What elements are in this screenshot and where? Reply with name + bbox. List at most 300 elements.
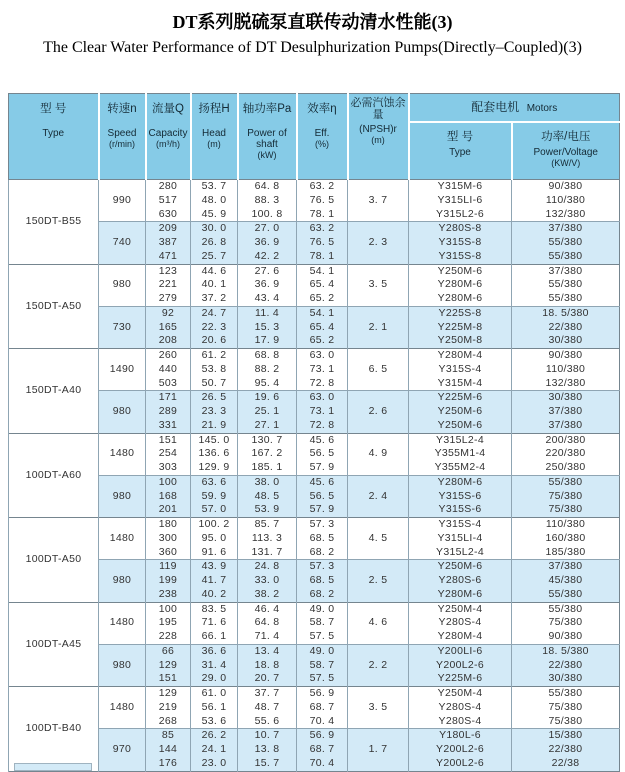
shaft-power-value-cell: 46. 4 xyxy=(238,602,297,616)
power-voltage-value-cell: 37/380 xyxy=(512,264,620,278)
motor-model-cell: Y200L2-6 xyxy=(409,743,512,757)
power-voltage-value-cell: 90/380 xyxy=(512,630,620,644)
speed-value-cell: 970 xyxy=(99,729,146,771)
shaft-power-value-cell: 38. 2 xyxy=(238,588,297,602)
efficiency-value-cell: 56. 9 xyxy=(297,687,348,701)
npsh-value-cell: 1. 7 xyxy=(348,729,409,771)
motor-model-cell: Y200L2-6 xyxy=(409,659,512,673)
motor-model-cell: Y315S-6 xyxy=(409,503,512,517)
speed-value-cell: 1480 xyxy=(99,602,146,644)
efficiency-value-cell: 63. 0 xyxy=(297,349,348,363)
head-value-cell: 26. 5 xyxy=(191,391,238,405)
capacity-value-cell: 300 xyxy=(146,532,191,546)
motor-model-cell: Y355M2-4 xyxy=(409,461,512,475)
shaft-power-value-cell: 53. 9 xyxy=(238,503,297,517)
column-header-npsh: 必需汽蚀余量 (NPSH)r (m) xyxy=(348,94,409,180)
shaft-power-value-cell: 27. 0 xyxy=(238,222,297,236)
shaft-power-value-cell: 11. 4 xyxy=(238,306,297,320)
pump-model-cell: 100DT-A50 xyxy=(9,518,99,603)
efficiency-value-cell: 45. 6 xyxy=(297,475,348,489)
table-row xyxy=(9,264,620,278)
speed-value-cell: 980 xyxy=(99,391,146,433)
shaft-power-value-cell: 113. 3 xyxy=(238,532,297,546)
npsh-value-cell: 3. 5 xyxy=(348,687,409,729)
power-voltage-value-cell: 55/380 xyxy=(512,588,620,602)
power-voltage-value-cell: 75/380 xyxy=(512,490,620,504)
page-title-chinese: DT系列脱硫泵直联传动清水性能(3) xyxy=(172,12,453,32)
head-value-cell: 56. 1 xyxy=(191,701,238,715)
column-header-motor-type: 型 号 Type xyxy=(409,122,512,180)
power-voltage-value-cell: 22/380 xyxy=(512,743,620,757)
capacity-value-cell: 100 xyxy=(146,602,191,616)
efficiency-value-cell: 63. 2 xyxy=(297,222,348,236)
capacity-value-cell: 201 xyxy=(146,503,191,517)
efficiency-value-cell: 72. 8 xyxy=(297,419,348,433)
motor-model-cell: Y315M-4 xyxy=(409,377,512,391)
motor-model-cell: Y315LI-6 xyxy=(409,194,512,208)
shaft-power-value-cell: 48. 5 xyxy=(238,490,297,504)
next-page-element-edge xyxy=(14,763,92,771)
npsh-value-cell: 2. 4 xyxy=(348,475,409,517)
pump-table-body xyxy=(9,180,620,772)
efficiency-value-cell: 57. 9 xyxy=(297,461,348,475)
capacity-value-cell: 171 xyxy=(146,391,191,405)
power-voltage-value-cell: 55/380 xyxy=(512,687,620,701)
efficiency-value-cell: 57. 5 xyxy=(297,672,348,686)
head-value-cell: 26. 2 xyxy=(191,729,238,743)
head-value-cell: 136. 6 xyxy=(191,447,238,461)
motor-model-cell: Y250M-6 xyxy=(409,560,512,574)
efficiency-value-cell: 57. 3 xyxy=(297,518,348,532)
power-voltage-value-cell: 110/380 xyxy=(512,194,620,208)
pump-model-cell: 150DT-B55 xyxy=(9,180,99,265)
shaft-power-value-cell: 17. 9 xyxy=(238,334,297,348)
capacity-value-cell: 279 xyxy=(146,292,191,306)
head-value-cell: 37. 2 xyxy=(191,292,238,306)
shaft-power-value-cell: 100. 8 xyxy=(238,208,297,222)
efficiency-value-cell: 58. 7 xyxy=(297,616,348,630)
efficiency-value-cell: 63. 2 xyxy=(297,180,348,194)
head-value-cell: 22. 3 xyxy=(191,321,238,335)
head-value-cell: 20. 6 xyxy=(191,334,238,348)
power-voltage-value-cell: 75/380 xyxy=(512,503,620,517)
head-value-cell: 44. 6 xyxy=(191,264,238,278)
capacity-value-cell: 151 xyxy=(146,433,191,447)
efficiency-value-cell: 57. 9 xyxy=(297,503,348,517)
head-value-cell: 53. 6 xyxy=(191,715,238,729)
motor-model-cell: Y225S-8 xyxy=(409,306,512,320)
motor-model-cell: Y280M-4 xyxy=(409,630,512,644)
capacity-value-cell: 289 xyxy=(146,405,191,419)
capacity-value-cell: 303 xyxy=(146,461,191,475)
efficiency-value-cell: 68. 7 xyxy=(297,701,348,715)
shaft-power-value-cell: 15. 7 xyxy=(238,757,297,771)
pump-model-cell: 150DT-A40 xyxy=(9,349,99,434)
power-voltage-value-cell: 37/380 xyxy=(512,419,620,433)
head-value-cell: 40. 2 xyxy=(191,588,238,602)
head-value-cell: 91. 6 xyxy=(191,546,238,560)
power-voltage-value-cell: 75/380 xyxy=(512,715,620,729)
motor-model-cell: Y180L-6 xyxy=(409,729,512,743)
speed-value-cell: 990 xyxy=(99,180,146,222)
efficiency-value-cell: 73. 1 xyxy=(297,363,348,377)
motor-model-cell: Y200LI-6 xyxy=(409,644,512,658)
shaft-power-value-cell: 36. 9 xyxy=(238,278,297,292)
npsh-value-cell: 6. 5 xyxy=(348,349,409,391)
head-value-cell: 41. 7 xyxy=(191,574,238,588)
capacity-value-cell: 221 xyxy=(146,278,191,292)
shaft-power-value-cell: 55. 6 xyxy=(238,715,297,729)
power-voltage-value-cell: 160/380 xyxy=(512,532,620,546)
shaft-power-value-cell: 185. 1 xyxy=(238,461,297,475)
power-voltage-value-cell: 45/380 xyxy=(512,574,620,588)
capacity-value-cell: 471 xyxy=(146,250,191,264)
capacity-value-cell: 144 xyxy=(146,743,191,757)
capacity-value-cell: 151 xyxy=(146,672,191,686)
table-row xyxy=(9,391,620,405)
capacity-value-cell: 260 xyxy=(146,349,191,363)
capacity-value-cell: 228 xyxy=(146,630,191,644)
efficiency-value-cell: 68. 5 xyxy=(297,574,348,588)
capacity-value-cell: 208 xyxy=(146,334,191,348)
power-voltage-value-cell: 55/380 xyxy=(512,602,620,616)
npsh-value-cell: 3. 5 xyxy=(348,264,409,306)
speed-value-cell: 980 xyxy=(99,644,146,686)
power-voltage-value-cell: 55/380 xyxy=(512,278,620,292)
speed-value-cell: 980 xyxy=(99,560,146,602)
head-value-cell: 61. 2 xyxy=(191,349,238,363)
capacity-value-cell: 503 xyxy=(146,377,191,391)
speed-value-cell: 980 xyxy=(99,475,146,517)
capacity-value-cell: 630 xyxy=(146,208,191,222)
capacity-value-cell: 440 xyxy=(146,363,191,377)
shaft-power-value-cell: 95. 4 xyxy=(238,377,297,391)
column-header-efficiency: 效率η Eff. (%) xyxy=(297,94,348,180)
capacity-value-cell: 100 xyxy=(146,475,191,489)
motor-model-cell: Y315S-8 xyxy=(409,250,512,264)
power-voltage-value-cell: 18. 5/380 xyxy=(512,306,620,320)
capacity-value-cell: 238 xyxy=(146,588,191,602)
efficiency-value-cell: 78. 1 xyxy=(297,208,348,222)
table-row xyxy=(9,644,620,658)
motor-model-cell: Y250M-6 xyxy=(409,405,512,419)
power-voltage-value-cell: 37/380 xyxy=(512,222,620,236)
shaft-power-value-cell: 85. 7 xyxy=(238,518,297,532)
motor-model-cell: Y280S-8 xyxy=(409,222,512,236)
capacity-value-cell: 168 xyxy=(146,490,191,504)
efficiency-value-cell: 68. 2 xyxy=(297,546,348,560)
head-value-cell: 26. 8 xyxy=(191,236,238,250)
efficiency-value-cell: 68. 2 xyxy=(297,588,348,602)
motor-model-cell: Y355M1-4 xyxy=(409,447,512,461)
capacity-value-cell: 331 xyxy=(146,419,191,433)
pump-model-cell: 100DT-A45 xyxy=(9,602,99,687)
head-value-cell: 59. 9 xyxy=(191,490,238,504)
power-voltage-value-cell: 15/380 xyxy=(512,729,620,743)
npsh-value-cell: 4. 9 xyxy=(348,433,409,475)
efficiency-value-cell: 70. 4 xyxy=(297,715,348,729)
head-value-cell: 57. 0 xyxy=(191,503,238,517)
head-value-cell: 45. 9 xyxy=(191,208,238,222)
shaft-power-value-cell: 18. 8 xyxy=(238,659,297,673)
shaft-power-value-cell: 48. 7 xyxy=(238,701,297,715)
head-value-cell: 95. 0 xyxy=(191,532,238,546)
power-voltage-value-cell: 37/380 xyxy=(512,405,620,419)
capacity-value-cell: 517 xyxy=(146,194,191,208)
shaft-power-value-cell: 68. 8 xyxy=(238,349,297,363)
head-value-cell: 71. 6 xyxy=(191,616,238,630)
power-voltage-value-cell: 90/380 xyxy=(512,180,620,194)
table-row xyxy=(9,560,620,574)
pump-model-cell: 100DT-A60 xyxy=(9,433,99,518)
shaft-power-value-cell: 13. 8 xyxy=(238,743,297,757)
head-value-cell: 25. 7 xyxy=(191,250,238,264)
head-value-cell: 53. 8 xyxy=(191,363,238,377)
speed-value-cell: 1480 xyxy=(99,687,146,729)
shaft-power-value-cell: 20. 7 xyxy=(238,672,297,686)
power-voltage-value-cell: 37/380 xyxy=(512,560,620,574)
head-value-cell: 61. 0 xyxy=(191,687,238,701)
motor-model-cell: Y315S-8 xyxy=(409,236,512,250)
efficiency-value-cell: 45. 6 xyxy=(297,433,348,447)
power-voltage-value-cell: 30/380 xyxy=(512,334,620,348)
motor-model-cell: Y315LI-4 xyxy=(409,532,512,546)
motor-model-cell: Y225M-6 xyxy=(409,391,512,405)
capacity-value-cell: 119 xyxy=(146,560,191,574)
shaft-power-value-cell: 27. 6 xyxy=(238,264,297,278)
capacity-value-cell: 268 xyxy=(146,715,191,729)
shaft-power-value-cell: 38. 0 xyxy=(238,475,297,489)
npsh-value-cell: 2. 6 xyxy=(348,391,409,433)
shaft-power-value-cell: 13. 4 xyxy=(238,644,297,658)
head-value-cell: 29. 0 xyxy=(191,672,238,686)
motor-model-cell: Y200L2-6 xyxy=(409,757,512,771)
capacity-value-cell: 199 xyxy=(146,574,191,588)
table-row xyxy=(9,180,620,194)
shaft-power-value-cell: 43. 4 xyxy=(238,292,297,306)
motor-model-cell: Y280S-6 xyxy=(409,574,512,588)
power-voltage-value-cell: 22/38 xyxy=(512,757,620,771)
table-row xyxy=(9,518,620,532)
power-voltage-value-cell: 75/380 xyxy=(512,701,620,715)
efficiency-value-cell: 73. 1 xyxy=(297,405,348,419)
efficiency-value-cell: 58. 7 xyxy=(297,659,348,673)
capacity-value-cell: 129 xyxy=(146,687,191,701)
motor-model-cell: Y280M-6 xyxy=(409,278,512,292)
shaft-power-value-cell: 36. 9 xyxy=(238,236,297,250)
shaft-power-value-cell: 42. 2 xyxy=(238,250,297,264)
power-voltage-value-cell: 55/380 xyxy=(512,250,620,264)
motor-model-cell: Y250M-8 xyxy=(409,334,512,348)
power-voltage-value-cell: 250/380 xyxy=(512,461,620,475)
shaft-power-value-cell: 71. 4 xyxy=(238,630,297,644)
power-voltage-value-cell: 132/380 xyxy=(512,377,620,391)
power-voltage-value-cell: 220/380 xyxy=(512,447,620,461)
head-value-cell: 36. 6 xyxy=(191,644,238,658)
head-value-cell: 21. 9 xyxy=(191,419,238,433)
speed-value-cell: 1480 xyxy=(99,518,146,560)
efficiency-value-cell: 78. 1 xyxy=(297,250,348,264)
head-value-cell: 53. 7 xyxy=(191,180,238,194)
motor-model-cell: Y250M-4 xyxy=(409,602,512,616)
capacity-value-cell: 176 xyxy=(146,757,191,771)
shaft-power-value-cell: 167. 2 xyxy=(238,447,297,461)
power-voltage-value-cell: 110/380 xyxy=(512,363,620,377)
table-header xyxy=(9,94,620,180)
capacity-value-cell: 360 xyxy=(146,546,191,560)
efficiency-value-cell: 56. 9 xyxy=(297,729,348,743)
speed-value-cell: 1480 xyxy=(99,433,146,475)
speed-value-cell: 1490 xyxy=(99,349,146,391)
shaft-power-value-cell: 10. 7 xyxy=(238,729,297,743)
shaft-power-value-cell: 64. 8 xyxy=(238,616,297,630)
efficiency-value-cell: 63. 0 xyxy=(297,391,348,405)
column-header-shaft-power: 轴功率Pa Power of shaft (kW) xyxy=(238,94,297,180)
head-value-cell: 66. 1 xyxy=(191,630,238,644)
motor-model-cell: Y280S-4 xyxy=(409,616,512,630)
efficiency-value-cell: 57. 5 xyxy=(297,630,348,644)
power-voltage-value-cell: 18. 5/380 xyxy=(512,644,620,658)
efficiency-value-cell: 49. 0 xyxy=(297,644,348,658)
head-value-cell: 40. 1 xyxy=(191,278,238,292)
shaft-power-value-cell: 130. 7 xyxy=(238,433,297,447)
npsh-value-cell: 2. 1 xyxy=(348,306,409,348)
shaft-power-value-cell: 25. 1 xyxy=(238,405,297,419)
shaft-power-value-cell: 88. 2 xyxy=(238,363,297,377)
speed-value-cell: 740 xyxy=(99,222,146,264)
efficiency-value-cell: 76. 5 xyxy=(297,194,348,208)
power-voltage-value-cell: 132/380 xyxy=(512,208,620,222)
shaft-power-value-cell: 88. 3 xyxy=(238,194,297,208)
power-voltage-value-cell: 110/380 xyxy=(512,518,620,532)
power-voltage-value-cell: 185/380 xyxy=(512,546,620,560)
column-header-motors: 配套电机 Motors xyxy=(409,94,620,122)
motor-model-cell: Y280S-4 xyxy=(409,701,512,715)
efficiency-value-cell: 56. 5 xyxy=(297,490,348,504)
efficiency-value-cell: 65. 4 xyxy=(297,321,348,335)
capacity-value-cell: 123 xyxy=(146,264,191,278)
power-voltage-value-cell: 55/380 xyxy=(512,236,620,250)
motor-model-cell: Y280M-6 xyxy=(409,588,512,602)
efficiency-value-cell: 76. 5 xyxy=(297,236,348,250)
motor-model-cell: Y280M-6 xyxy=(409,475,512,489)
speed-value-cell: 980 xyxy=(99,264,146,306)
column-header-head: 扬程H Head (m) xyxy=(191,94,238,180)
head-value-cell: 100. 2 xyxy=(191,518,238,532)
shaft-power-value-cell: 15. 3 xyxy=(238,321,297,335)
motor-model-cell: Y280S-4 xyxy=(409,715,512,729)
motor-model-cell: Y225M-8 xyxy=(409,321,512,335)
motor-model-cell: Y250M-6 xyxy=(409,264,512,278)
head-value-cell: 63. 6 xyxy=(191,475,238,489)
capacity-value-cell: 280 xyxy=(146,180,191,194)
shaft-power-value-cell: 24. 8 xyxy=(238,560,297,574)
shaft-power-value-cell: 33. 0 xyxy=(238,574,297,588)
efficiency-value-cell: 68. 5 xyxy=(297,532,348,546)
motor-model-cell: Y315L2-4 xyxy=(409,433,512,447)
capacity-value-cell: 387 xyxy=(146,236,191,250)
efficiency-value-cell: 65. 2 xyxy=(297,292,348,306)
capacity-value-cell: 219 xyxy=(146,701,191,715)
table-row xyxy=(9,306,620,320)
motor-model-cell: Y315S-4 xyxy=(409,363,512,377)
power-voltage-value-cell: 30/380 xyxy=(512,672,620,686)
power-voltage-value-cell: 55/380 xyxy=(512,292,620,306)
column-header-type: 型 号 Type xyxy=(9,94,99,180)
column-header-power-voltage: 功率/电压 Power/Voltage (KW/V) xyxy=(512,122,620,180)
efficiency-value-cell: 68. 7 xyxy=(297,743,348,757)
efficiency-value-cell: 70. 4 xyxy=(297,757,348,771)
head-value-cell: 31. 4 xyxy=(191,659,238,673)
efficiency-value-cell: 57. 3 xyxy=(297,560,348,574)
head-value-cell: 23. 0 xyxy=(191,757,238,771)
npsh-value-cell: 4. 5 xyxy=(348,518,409,560)
efficiency-value-cell: 65. 4 xyxy=(297,278,348,292)
power-voltage-value-cell: 55/380 xyxy=(512,475,620,489)
head-value-cell: 43. 9 xyxy=(191,560,238,574)
efficiency-value-cell: 54. 1 xyxy=(297,264,348,278)
head-value-cell: 50. 7 xyxy=(191,377,238,391)
table-row xyxy=(9,349,620,363)
npsh-value-cell: 2. 2 xyxy=(348,644,409,686)
capacity-value-cell: 92 xyxy=(146,306,191,320)
motor-model-cell: Y315M-6 xyxy=(409,180,512,194)
motor-model-cell: Y280M-6 xyxy=(409,292,512,306)
table-row xyxy=(9,475,620,489)
motor-model-cell: Y315S-6 xyxy=(409,490,512,504)
head-value-cell: 24. 7 xyxy=(191,306,238,320)
table-row xyxy=(9,602,620,616)
efficiency-value-cell: 56. 5 xyxy=(297,447,348,461)
capacity-value-cell: 66 xyxy=(146,644,191,658)
motor-model-cell: Y315L2-4 xyxy=(409,546,512,560)
shaft-power-value-cell: 27. 1 xyxy=(238,419,297,433)
table-row xyxy=(9,222,620,236)
head-value-cell: 129. 9 xyxy=(191,461,238,475)
page-title-english: The Clear Water Performance of DT Desulphurization Pumps(Directly–Coupled)(3) xyxy=(43,39,582,56)
speed-value-cell: 730 xyxy=(99,306,146,348)
table-row xyxy=(9,729,620,743)
motor-model-cell: Y225M-6 xyxy=(409,672,512,686)
motor-model-cell: Y250M-4 xyxy=(409,687,512,701)
motor-model-cell: Y315L2-6 xyxy=(409,208,512,222)
npsh-value-cell: 3. 7 xyxy=(348,180,409,222)
column-header-capacity: 流量Q Capacity (m³/h) xyxy=(146,94,191,180)
page-header xyxy=(0,0,625,57)
capacity-value-cell: 209 xyxy=(146,222,191,236)
shaft-power-value-cell: 131. 7 xyxy=(238,546,297,560)
efficiency-value-cell: 49. 0 xyxy=(297,602,348,616)
efficiency-value-cell: 65. 2 xyxy=(297,334,348,348)
table-row xyxy=(9,433,620,447)
capacity-value-cell: 165 xyxy=(146,321,191,335)
pump-model-cell: 150DT-A50 xyxy=(9,264,99,349)
power-voltage-value-cell: 90/380 xyxy=(512,349,620,363)
head-value-cell: 145. 0 xyxy=(191,433,238,447)
capacity-value-cell: 195 xyxy=(146,616,191,630)
head-value-cell: 48. 0 xyxy=(191,194,238,208)
npsh-value-cell: 2. 3 xyxy=(348,222,409,264)
power-voltage-value-cell: 200/380 xyxy=(512,433,620,447)
capacity-value-cell: 180 xyxy=(146,518,191,532)
head-value-cell: 83. 5 xyxy=(191,602,238,616)
capacity-value-cell: 85 xyxy=(146,729,191,743)
motor-model-cell: Y315S-4 xyxy=(409,518,512,532)
capacity-value-cell: 129 xyxy=(146,659,191,673)
head-value-cell: 23. 3 xyxy=(191,405,238,419)
power-voltage-value-cell: 30/380 xyxy=(512,391,620,405)
pump-model-cell: 100DT-B40 xyxy=(9,687,99,772)
